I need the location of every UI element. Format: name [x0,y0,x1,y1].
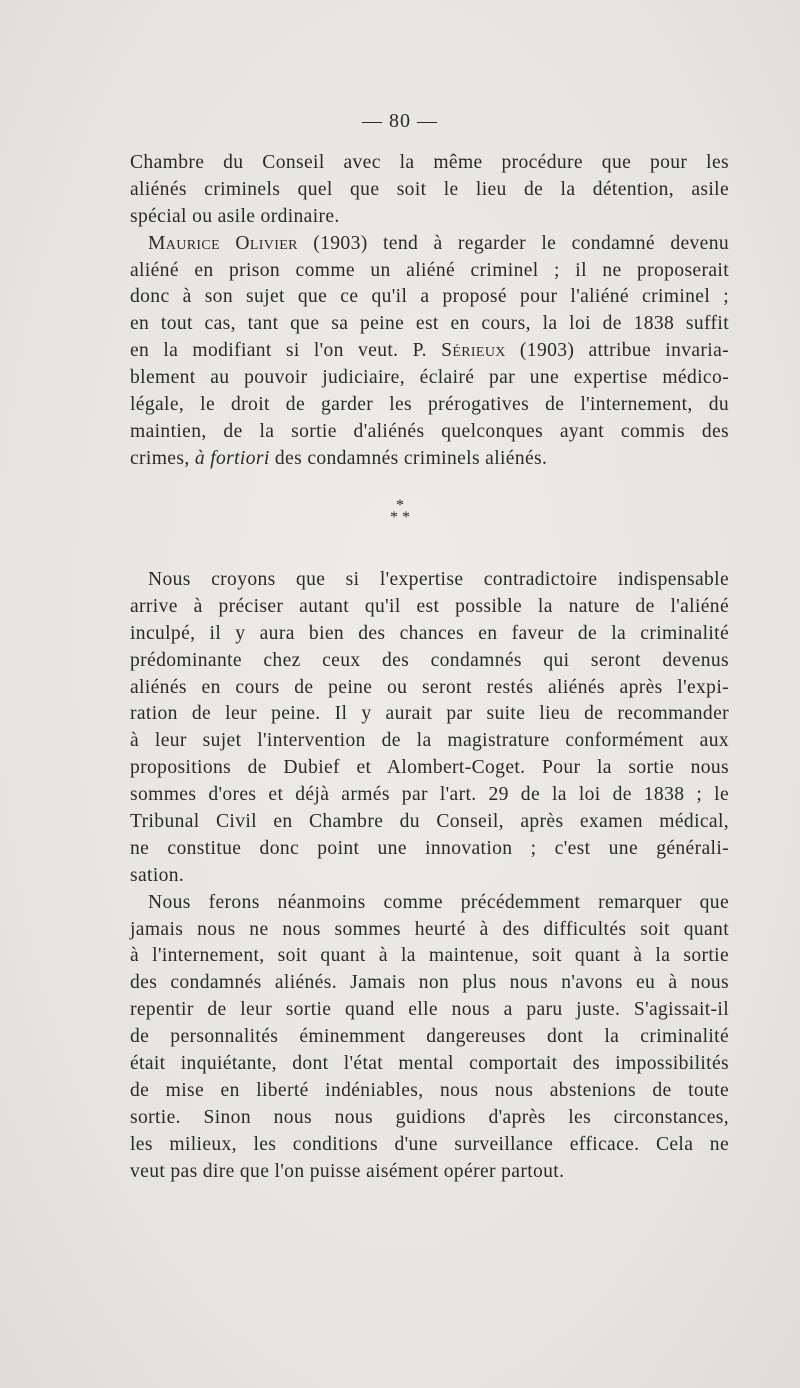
asterism-bottom: * * [390,509,410,526]
italic-phrase: à fortiori [194,447,270,469]
text-line: sation. [130,864,185,886]
page-number: — 80 — [362,110,438,132]
text-line: Chambre du Conseil avec la même procédure que pour les [130,152,729,173]
text-line: sommes d'ores et déjà armés par l'art. 29 de la loi de 1838 ; le [130,784,729,806]
text-line: blement au pouvoir judiciaire, éclairé par une expertise médico- [130,367,729,389]
text-line [130,446,729,473]
text-line: repentir de leur sortie quand elle nous a paru juste. S'agissait-il [130,999,729,1021]
text-line: Nous croyons que si l'expertise contradictoire indispensable [148,569,729,590]
text-line: Tribunal Civil en Chambre du Conseil, après examen médical, [130,811,729,833]
text-fragment: (1903) attribue invaria- [505,340,729,362]
text-line [130,231,729,258]
text-line: des condamnés aliénés. Jamais non plus nous n'avons eu à nous [130,972,729,994]
text-line: propositions de Dubief et Alombert-Coget. Pour la sortie nous [130,757,729,779]
text-fragment: des condamnés criminels aliénés. [269,447,548,469]
text-line: aliénés criminels quel que soit le lieu de la détention, asile [130,178,729,200]
text-line: prédominante chez ceux des condamnés qui seront devenus [130,649,729,671]
text-line: sortie. Sinon nous nous guidions d'après les circonstances, [130,1106,729,1128]
text-line: à l'internement, soit quant à la maintenue, soit quant à la sortie [130,945,729,967]
text-line: arrive à préciser autant qu'il est possible la nature de l'aliéné [130,595,729,617]
text-line: maintien, de la sortie d'aliénés quelconques ayant commis des [130,420,729,442]
paragraph-block-1 [130,150,729,473]
section-separator-asterism [0,497,800,526]
author-name: Sérieux [441,340,506,362]
text-line: Nous ferons néanmoins comme précédemment remarquer que [148,891,729,913]
text-line: inculpé, il y aura bien des chances en faveur de la criminalité [130,622,729,644]
text-line: en tout cas, tant que sa peine est en cours, la loi de 1838 suffit [130,313,729,335]
text-line [130,338,729,365]
author-name: Maurice Olivier [148,232,298,254]
paragraph-block-2 [130,567,729,1185]
text-line: les milieux, les conditions d'une surveillance efficace. Cela ne [130,1133,729,1155]
text-line: jamais nous ne nous sommes heurté à des difficultés soit quant [130,918,729,940]
text-line: veut pas dire que l'on puisse aisément opérer partout. [130,1160,565,1182]
text-line: aliéné en prison comme un aliéné criminel ; il ne proposerait [130,259,729,281]
text-line: ration de leur peine. Il y aurait par suite lieu de recommander [130,703,729,725]
text-line: légale, le droit de garder les prérogatives de l'internement, du [130,394,729,416]
text-line: donc à son sujet que ce qu'il a proposé pour l'aliéné criminel ; [130,286,729,308]
asterism-top: * [396,497,404,514]
text-fragment: crimes, [130,447,195,469]
text-fragment: (1903) tend à regarder le condamné devenu [297,232,729,254]
text-line: aliénés en cours de peine ou seront restés aliénés après l'expi- [130,676,729,698]
text-line: de mise en liberté indéniables, nous nous abstenions de toute [130,1079,729,1101]
text-line: à leur sujet l'intervention de la magistrature conformément aux [130,730,729,752]
text-line: spécial ou asile ordinaire. [130,205,340,227]
text-line: de personnalités éminemment dangereuses dont la criminalité [130,1026,729,1048]
text-line: était inquiétante, dont l'état mental comportait des impossibilités [130,1053,729,1075]
text-fragment: en la modifiant si l'on veut. P. [130,340,442,362]
text-line: ne constitue donc point une innovation ; c'est une générali- [130,837,729,859]
